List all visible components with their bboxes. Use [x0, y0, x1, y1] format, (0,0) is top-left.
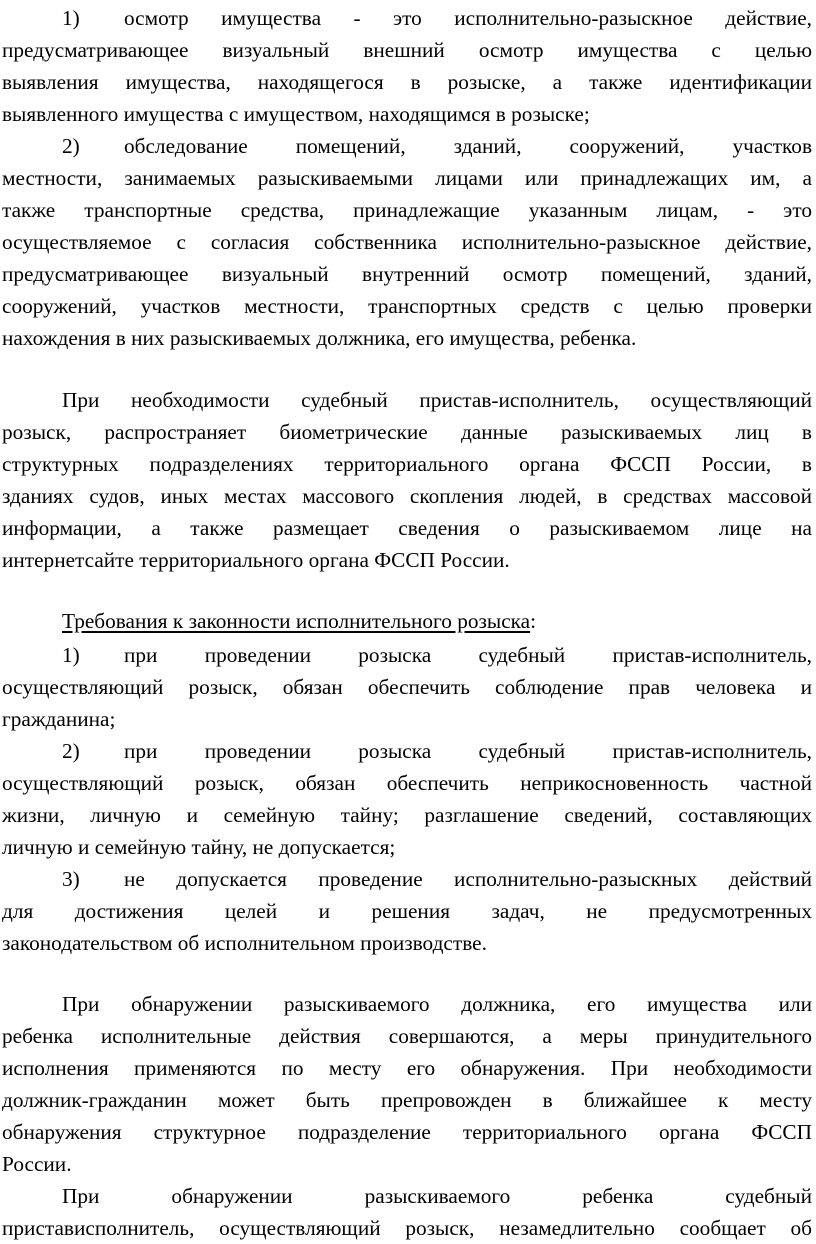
item-text-line: при проведении розыска судебный пристав-исполнитель, [124, 739, 812, 763]
text-line: предусматривающее визуальный внутренний осмотр помещений, зданий, [2, 262, 812, 286]
text-line: зданиях судов, иных местах массового скопления людей, в средствах массовой [2, 484, 812, 508]
text-line: структурных подразделениях территориального органа ФССП России, в [2, 452, 812, 476]
text-line: сооружений, участков местности, транспортных средств с целью проверки [2, 294, 812, 318]
text-line: информации, а также размещает сведения о разыскиваемом лице на [2, 516, 812, 540]
item-number: 1) [62, 6, 80, 30]
text-line: должник-гражданин может быть препровожден в ближайшее к месту [2, 1088, 812, 1112]
text-line: ребенка исполнительные действия совершаются, а меры принудительного [2, 1024, 812, 1048]
text-line: пристависполнитель, осуществляющий розыск, незамедлительно сообщает об [2, 1216, 812, 1240]
item-number: 3) [62, 867, 80, 891]
text-line: осуществляющий розыск, обязан обеспечить соблюдение прав человека и [2, 675, 812, 699]
item-number: 2) [62, 739, 80, 763]
item-number: 2) [62, 134, 80, 158]
text-line: выявленного имущества с имуществом, находящимся в розыске; [2, 102, 590, 126]
paragraph-first-line: При обнаружении разыскиваемого ребенка судебный [62, 1184, 812, 1208]
item-text-line: при проведении розыска судебный пристав-исполнитель, [124, 643, 812, 667]
text-line: жизни, личную и семейную тайну; разглашение сведений, составляющих [2, 803, 812, 827]
paragraph-first-line: При обнаружении разыскиваемого должника, его имущества или [62, 992, 812, 1016]
text-line: России. [2, 1152, 72, 1176]
text-line: осуществляющий розыск, обязан обеспечить неприкосновенность частной [2, 771, 812, 795]
item-number: 1) [62, 643, 80, 667]
text-line: местности, занимаемых разыскиваемыми лицами или принадлежащих им, а [2, 166, 812, 190]
item-text-line: не допускается проведение исполнительно-разыскных действий [124, 867, 812, 891]
paragraph-first-line: При необходимости судебный пристав-исполнитель, осуществляющий [62, 388, 812, 412]
text-line: для достижения целей и решения задач, не предусмотренных [2, 899, 812, 923]
heading-colon: : [530, 609, 537, 633]
text-line: личную и семейную тайну, не допускается; [2, 835, 396, 859]
item-text-line: осмотр имущества - это исполнительно-разыскное действие, [124, 6, 812, 30]
text-line: гражданина; [2, 707, 116, 731]
text-line: розыск, распространяет биометрические данные разыскиваемых лиц в [2, 420, 812, 444]
text-line: законодательством об исполнительном производстве. [2, 931, 487, 955]
item-text-line: обследование помещений, зданий, сооружений, участков [124, 134, 812, 158]
text-line: исполнения применяются по месту его обнаружения. При необходимости [2, 1056, 812, 1080]
text-line: осуществляемое с согласия собственника исполнительно-разыскное действие, [2, 230, 812, 254]
text-line: предусматривающее визуальный внешний осмотр имущества с целью [2, 38, 812, 62]
text-line: также транспортные средства, принадлежащие указанным лицам, - это [2, 198, 812, 222]
text-line: выявления имущества, находящегося в розыске, а также идентификации [2, 70, 812, 94]
text-line: нахождения в них разыскиваемых должника, его имущества, ребенка. [2, 326, 637, 350]
text-line: обнаружения структурное подразделение территориального органа ФССП [2, 1120, 812, 1144]
heading-text: Требования к законности исполнительного розыска [62, 609, 531, 633]
section-heading [62, 605, 536, 637]
text-line: интернетсайте территориального органа ФССП России. [2, 548, 510, 572]
